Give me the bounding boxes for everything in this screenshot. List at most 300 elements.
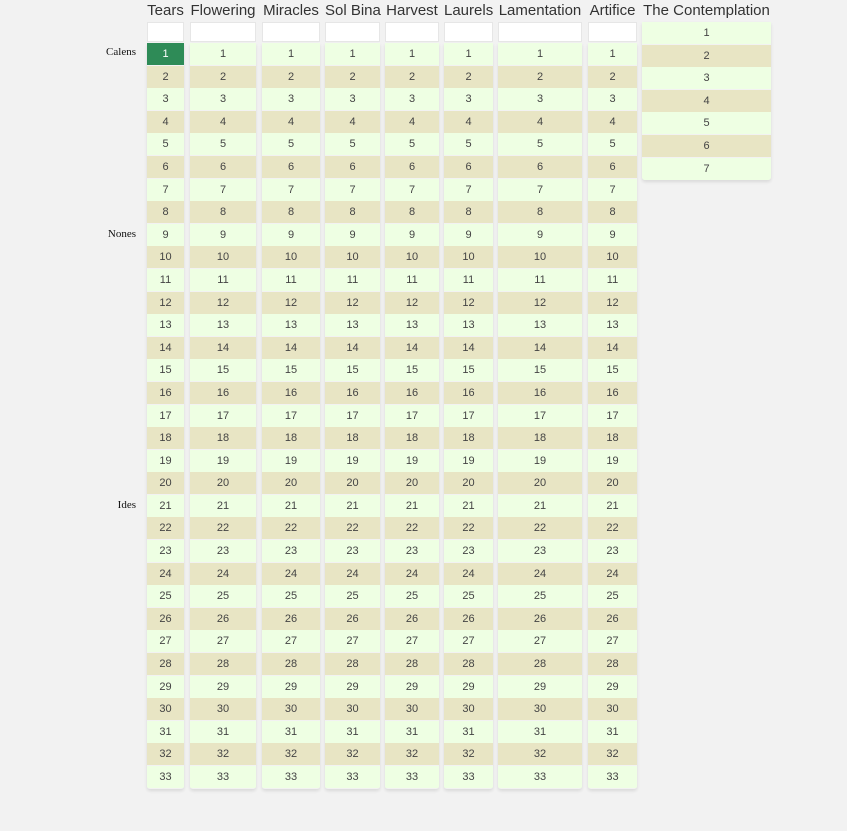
day-cell[interactable]: 12 xyxy=(325,292,380,314)
day-cell[interactable]: 26 xyxy=(147,608,184,630)
day-cell[interactable]: 24 xyxy=(262,563,320,585)
day-cell[interactable]: 4 xyxy=(147,111,184,133)
day-list xyxy=(642,22,771,180)
day-cell[interactable]: 16 xyxy=(385,382,439,404)
day-cell[interactable]: 8 xyxy=(262,201,320,223)
day-cell[interactable]: 4 xyxy=(444,111,493,133)
day-cell[interactable]: 29 xyxy=(498,676,582,698)
day-cell[interactable]: 30 xyxy=(190,698,256,720)
day-cell[interactable]: 18 xyxy=(444,427,493,449)
day-cell[interactable]: 13 xyxy=(147,314,184,336)
day-cell[interactable]: 25 xyxy=(262,585,320,607)
day-cell[interactable]: 4 xyxy=(385,111,439,133)
day-cell[interactable]: 29 xyxy=(444,676,493,698)
month-header: Lamentation xyxy=(498,2,582,19)
day-cell[interactable]: 23 xyxy=(147,540,184,562)
day-cell[interactable]: 18 xyxy=(147,427,184,449)
day-cell[interactable]: 30 xyxy=(444,698,493,720)
day-cell[interactable]: 31 xyxy=(147,721,184,743)
day-cell[interactable]: 16 xyxy=(444,382,493,404)
day-cell[interactable]: 33 xyxy=(147,766,184,788)
day-cell[interactable]: 28 xyxy=(498,653,582,675)
day-cell[interactable]: 29 xyxy=(147,676,184,698)
day-cell[interactable]: 17 xyxy=(498,405,582,427)
day-cell[interactable]: 2 xyxy=(147,66,184,88)
day-cell[interactable]: 17 xyxy=(262,405,320,427)
day-cell[interactable]: 30 xyxy=(147,698,184,720)
day-cell[interactable]: 13 xyxy=(588,314,637,336)
month-header: Artifice xyxy=(589,2,636,19)
day-cell[interactable]: 17 xyxy=(147,405,184,427)
month-column-the-contemplation xyxy=(642,0,771,180)
day-cell[interactable]: 11 xyxy=(262,269,320,291)
day-cell[interactable]: 18 xyxy=(588,427,637,449)
day-cell[interactable]: 6 xyxy=(385,156,439,178)
period-label-nones: Nones xyxy=(107,228,136,240)
day-cell[interactable]: 24 xyxy=(498,563,582,585)
day-cell[interactable]: 11 xyxy=(385,269,439,291)
day-cell[interactable]: 3 xyxy=(444,88,493,110)
day-cell[interactable]: 4 xyxy=(190,111,256,133)
day-cell[interactable]: 13 xyxy=(325,314,380,336)
day-cell[interactable]: 8 xyxy=(588,201,637,223)
day-cell[interactable]: 5 xyxy=(262,133,320,155)
day-cell[interactable]: 10 xyxy=(262,246,320,268)
month-column-harvest xyxy=(385,0,439,789)
day-list xyxy=(325,43,380,789)
day-cell[interactable]: 9 xyxy=(325,224,380,246)
day-cell[interactable]: 16 xyxy=(498,382,582,404)
day-cell[interactable]: 33 xyxy=(190,766,256,788)
day-cell[interactable]: 20 xyxy=(444,472,493,494)
day-cell[interactable]: 7 xyxy=(147,179,184,201)
day-cell[interactable]: 25 xyxy=(325,585,380,607)
day-cell[interactable]: 15 xyxy=(588,359,637,381)
day-cell[interactable]: 14 xyxy=(444,337,493,359)
day-cell[interactable]: 31 xyxy=(498,721,582,743)
day-cell[interactable]: 23 xyxy=(262,540,320,562)
day-cell[interactable]: 27 xyxy=(190,630,256,652)
day-cell[interactable]: 5 xyxy=(588,133,637,155)
day-cell[interactable]: 24 xyxy=(385,563,439,585)
day-cell[interactable]: 13 xyxy=(190,314,256,336)
day-cell[interactable]: 6 xyxy=(588,156,637,178)
day-cell[interactable]: 9 xyxy=(444,224,493,246)
day-cell[interactable]: 10 xyxy=(444,246,493,268)
day-cell[interactable]: 8 xyxy=(147,201,184,223)
day-cell[interactable]: 29 xyxy=(588,676,637,698)
day-cell[interactable]: 14 xyxy=(147,337,184,359)
day-cell[interactable]: 2 xyxy=(190,66,256,88)
day-cell[interactable]: 15 xyxy=(444,359,493,381)
day-cell[interactable]: 2 xyxy=(385,66,439,88)
day-cell[interactable]: 13 xyxy=(385,314,439,336)
day-cell[interactable]: 30 xyxy=(325,698,380,720)
day-cell[interactable]: 2 xyxy=(325,66,380,88)
day-cell[interactable]: 14 xyxy=(325,337,380,359)
day-list xyxy=(385,43,439,789)
day-cell[interactable]: 28 xyxy=(147,653,184,675)
day-cell[interactable]: 3 xyxy=(498,88,582,110)
day-cell[interactable]: 13 xyxy=(262,314,320,336)
day-cell[interactable]: 5 xyxy=(147,133,184,155)
day-cell[interactable]: 21 xyxy=(147,495,184,517)
day-cell[interactable]: 24 xyxy=(325,563,380,585)
day-cell[interactable]: 18 xyxy=(262,427,320,449)
day-cell[interactable]: 6 xyxy=(642,135,771,157)
day-cell[interactable]: 14 xyxy=(385,337,439,359)
day-cell[interactable]: 20 xyxy=(588,472,637,494)
day-cell[interactable]: 21 xyxy=(325,495,380,517)
day-cell[interactable]: 23 xyxy=(444,540,493,562)
day-cell[interactable]: 25 xyxy=(444,585,493,607)
day-cell[interactable]: 4 xyxy=(642,90,771,112)
day-cell[interactable]: 8 xyxy=(190,201,256,223)
day-cell[interactable]: 32 xyxy=(588,743,637,765)
day-cell[interactable]: 29 xyxy=(190,676,256,698)
day-cell[interactable]: 8 xyxy=(385,201,439,223)
day-cell[interactable]: 28 xyxy=(588,653,637,675)
month-header: Harvest xyxy=(386,2,438,19)
day-cell[interactable]: 23 xyxy=(325,540,380,562)
day-cell[interactable]: 16 xyxy=(147,382,184,404)
day-cell[interactable]: 27 xyxy=(498,630,582,652)
day-cell[interactable]: 22 xyxy=(385,517,439,539)
day-cell[interactable]: 11 xyxy=(325,269,380,291)
day-cell[interactable]: 10 xyxy=(190,246,256,268)
day-cell[interactable]: 14 xyxy=(262,337,320,359)
day-cell[interactable]: 1 xyxy=(147,43,184,65)
day-cell[interactable]: 24 xyxy=(444,563,493,585)
day-cell[interactable]: 5 xyxy=(325,133,380,155)
day-cell[interactable]: 4 xyxy=(498,111,582,133)
day-cell[interactable]: 9 xyxy=(498,224,582,246)
month-input[interactable] xyxy=(498,22,582,42)
day-cell[interactable]: 32 xyxy=(498,743,582,765)
day-cell[interactable]: 3 xyxy=(385,88,439,110)
day-cell[interactable]: 25 xyxy=(190,585,256,607)
day-cell[interactable]: 10 xyxy=(385,246,439,268)
day-cell[interactable]: 22 xyxy=(147,517,184,539)
day-cell[interactable]: 11 xyxy=(588,269,637,291)
day-cell[interactable]: 11 xyxy=(498,269,582,291)
day-cell[interactable]: 29 xyxy=(385,676,439,698)
day-cell[interactable]: 32 xyxy=(147,743,184,765)
day-cell[interactable]: 10 xyxy=(588,246,637,268)
day-cell[interactable]: 31 xyxy=(588,721,637,743)
day-cell[interactable]: 19 xyxy=(325,450,380,472)
day-cell[interactable]: 32 xyxy=(262,743,320,765)
month-input[interactable] xyxy=(444,22,493,42)
day-cell[interactable]: 17 xyxy=(190,405,256,427)
day-cell[interactable]: 1 xyxy=(498,43,582,65)
day-cell[interactable]: 20 xyxy=(147,472,184,494)
day-cell[interactable]: 2 xyxy=(588,66,637,88)
day-cell[interactable]: 19 xyxy=(262,450,320,472)
day-cell[interactable]: 17 xyxy=(588,405,637,427)
day-cell[interactable]: 12 xyxy=(588,292,637,314)
day-cell[interactable]: 22 xyxy=(444,517,493,539)
month-header: Sol Bina xyxy=(325,2,381,19)
month-column-lamentation xyxy=(498,0,582,789)
day-cell[interactable]: 15 xyxy=(385,359,439,381)
day-cell[interactable]: 24 xyxy=(588,563,637,585)
day-cell[interactable]: 28 xyxy=(190,653,256,675)
day-cell[interactable]: 7 xyxy=(262,179,320,201)
day-cell[interactable]: 9 xyxy=(147,224,184,246)
period-label-calens: Calens xyxy=(106,46,136,58)
day-cell[interactable]: 6 xyxy=(444,156,493,178)
day-cell[interactable]: 1 xyxy=(588,43,637,65)
day-cell[interactable]: 23 xyxy=(498,540,582,562)
day-cell[interactable]: 3 xyxy=(588,88,637,110)
day-cell[interactable]: 3 xyxy=(190,88,256,110)
day-cell[interactable]: 28 xyxy=(325,653,380,675)
day-cell[interactable]: 12 xyxy=(385,292,439,314)
day-cell[interactable]: 6 xyxy=(262,156,320,178)
day-cell[interactable]: 20 xyxy=(498,472,582,494)
day-cell[interactable]: 9 xyxy=(588,224,637,246)
day-cell[interactable]: 28 xyxy=(444,653,493,675)
day-cell[interactable]: 26 xyxy=(385,608,439,630)
day-cell[interactable]: 33 xyxy=(498,766,582,788)
day-cell[interactable]: 27 xyxy=(147,630,184,652)
day-cell[interactable]: 12 xyxy=(190,292,256,314)
day-cell[interactable]: 30 xyxy=(262,698,320,720)
day-cell[interactable]: 33 xyxy=(262,766,320,788)
day-cell[interactable]: 2 xyxy=(498,66,582,88)
day-cell[interactable]: 19 xyxy=(190,450,256,472)
day-cell[interactable]: 1 xyxy=(325,43,380,65)
day-cell[interactable]: 10 xyxy=(325,246,380,268)
day-cell[interactable]: 6 xyxy=(190,156,256,178)
day-cell[interactable]: 5 xyxy=(498,133,582,155)
day-cell[interactable]: 31 xyxy=(444,721,493,743)
day-cell[interactable]: 12 xyxy=(498,292,582,314)
day-cell[interactable]: 33 xyxy=(325,766,380,788)
day-cell[interactable]: 14 xyxy=(190,337,256,359)
day-list xyxy=(262,43,320,789)
day-cell[interactable]: 27 xyxy=(588,630,637,652)
day-cell[interactable]: 1 xyxy=(190,43,256,65)
day-cell[interactable]: 31 xyxy=(385,721,439,743)
day-cell[interactable]: 25 xyxy=(498,585,582,607)
day-cell[interactable]: 31 xyxy=(190,721,256,743)
day-cell[interactable]: 26 xyxy=(588,608,637,630)
day-cell[interactable]: 32 xyxy=(444,743,493,765)
day-cell[interactable]: 20 xyxy=(325,472,380,494)
day-cell[interactable]: 26 xyxy=(190,608,256,630)
day-cell[interactable]: 18 xyxy=(498,427,582,449)
day-cell[interactable]: 14 xyxy=(588,337,637,359)
day-cell[interactable]: 26 xyxy=(262,608,320,630)
day-cell[interactable]: 26 xyxy=(498,608,582,630)
month-input[interactable] xyxy=(385,22,439,42)
day-cell[interactable]: 5 xyxy=(444,133,493,155)
day-cell[interactable]: 22 xyxy=(498,517,582,539)
day-cell[interactable]: 7 xyxy=(642,158,771,180)
day-cell[interactable]: 15 xyxy=(190,359,256,381)
day-cell[interactable]: 7 xyxy=(444,179,493,201)
day-cell[interactable]: 32 xyxy=(325,743,380,765)
day-cell[interactable]: 5 xyxy=(190,133,256,155)
day-cell[interactable]: 7 xyxy=(498,179,582,201)
day-cell[interactable]: 9 xyxy=(385,224,439,246)
day-cell[interactable]: 23 xyxy=(190,540,256,562)
day-cell[interactable]: 16 xyxy=(190,382,256,404)
day-cell[interactable]: 7 xyxy=(325,179,380,201)
day-cell[interactable]: 30 xyxy=(498,698,582,720)
day-cell[interactable]: 18 xyxy=(385,427,439,449)
day-cell[interactable]: 15 xyxy=(325,359,380,381)
day-cell[interactable]: 19 xyxy=(147,450,184,472)
day-cell[interactable]: 7 xyxy=(190,179,256,201)
day-cell[interactable]: 21 xyxy=(444,495,493,517)
day-cell[interactable]: 26 xyxy=(444,608,493,630)
month-input[interactable] xyxy=(147,22,184,42)
day-cell[interactable]: 10 xyxy=(147,246,184,268)
month-input[interactable] xyxy=(588,22,637,42)
day-cell[interactable]: 4 xyxy=(588,111,637,133)
day-cell[interactable]: 12 xyxy=(147,292,184,314)
day-cell[interactable]: 19 xyxy=(444,450,493,472)
day-cell[interactable]: 5 xyxy=(642,112,771,134)
day-cell[interactable]: 32 xyxy=(190,743,256,765)
day-cell[interactable]: 23 xyxy=(385,540,439,562)
day-cell[interactable]: 27 xyxy=(325,630,380,652)
day-cell[interactable]: 19 xyxy=(498,450,582,472)
day-cell[interactable]: 25 xyxy=(385,585,439,607)
day-cell[interactable]: 21 xyxy=(498,495,582,517)
day-cell[interactable]: 27 xyxy=(262,630,320,652)
day-cell[interactable]: 22 xyxy=(262,517,320,539)
day-cell[interactable]: 27 xyxy=(385,630,439,652)
day-cell[interactable]: 15 xyxy=(147,359,184,381)
month-column-sol-bina xyxy=(325,0,380,789)
day-cell[interactable]: 13 xyxy=(444,314,493,336)
day-cell[interactable]: 22 xyxy=(325,517,380,539)
day-cell[interactable]: 33 xyxy=(385,766,439,788)
day-cell[interactable]: 13 xyxy=(498,314,582,336)
day-cell[interactable]: 1 xyxy=(642,22,771,44)
day-cell[interactable]: 12 xyxy=(262,292,320,314)
day-cell[interactable]: 32 xyxy=(385,743,439,765)
month-input[interactable] xyxy=(325,22,380,42)
day-cell[interactable]: 6 xyxy=(325,156,380,178)
day-cell[interactable]: 9 xyxy=(262,224,320,246)
day-cell[interactable]: 14 xyxy=(498,337,582,359)
day-cell[interactable]: 20 xyxy=(190,472,256,494)
day-cell[interactable]: 22 xyxy=(588,517,637,539)
day-cell[interactable]: 6 xyxy=(498,156,582,178)
day-cell[interactable]: 23 xyxy=(588,540,637,562)
day-cell[interactable]: 11 xyxy=(190,269,256,291)
day-cell[interactable]: 7 xyxy=(588,179,637,201)
day-cell[interactable]: 27 xyxy=(444,630,493,652)
day-cell[interactable]: 3 xyxy=(147,88,184,110)
month-column-flowering xyxy=(190,0,256,789)
day-cell[interactable]: 10 xyxy=(498,246,582,268)
day-cell[interactable]: 3 xyxy=(642,67,771,89)
day-cell[interactable]: 25 xyxy=(588,585,637,607)
day-cell[interactable]: 21 xyxy=(262,495,320,517)
day-cell[interactable]: 12 xyxy=(444,292,493,314)
day-cell[interactable]: 21 xyxy=(190,495,256,517)
day-cell[interactable]: 4 xyxy=(262,111,320,133)
day-cell[interactable]: 9 xyxy=(190,224,256,246)
day-cell[interactable]: 20 xyxy=(385,472,439,494)
day-cell[interactable]: 30 xyxy=(588,698,637,720)
day-cell[interactable]: 2 xyxy=(444,66,493,88)
day-cell[interactable]: 3 xyxy=(262,88,320,110)
day-cell[interactable]: 33 xyxy=(444,766,493,788)
day-cell[interactable]: 29 xyxy=(325,676,380,698)
day-cell[interactable]: 19 xyxy=(385,450,439,472)
day-cell[interactable]: 4 xyxy=(325,111,380,133)
month-input[interactable] xyxy=(262,22,320,42)
day-cell[interactable]: 7 xyxy=(385,179,439,201)
day-cell[interactable]: 11 xyxy=(444,269,493,291)
period-label-ides: Ides xyxy=(117,499,136,511)
day-cell[interactable]: 21 xyxy=(588,495,637,517)
day-cell[interactable]: 17 xyxy=(444,405,493,427)
day-cell[interactable]: 6 xyxy=(147,156,184,178)
day-cell[interactable]: 2 xyxy=(642,45,771,67)
month-column-miracles xyxy=(262,0,320,789)
day-cell[interactable]: 24 xyxy=(190,563,256,585)
day-cell[interactable]: 17 xyxy=(325,405,380,427)
day-cell[interactable]: 15 xyxy=(262,359,320,381)
day-cell[interactable]: 30 xyxy=(385,698,439,720)
day-cell[interactable]: 2 xyxy=(262,66,320,88)
day-cell[interactable]: 24 xyxy=(147,563,184,585)
day-cell[interactable]: 1 xyxy=(385,43,439,65)
day-cell[interactable]: 16 xyxy=(262,382,320,404)
day-cell[interactable]: 8 xyxy=(325,201,380,223)
day-cell[interactable]: 18 xyxy=(325,427,380,449)
day-cell[interactable]: 15 xyxy=(498,359,582,381)
day-cell[interactable]: 31 xyxy=(262,721,320,743)
day-cell[interactable]: 28 xyxy=(385,653,439,675)
day-cell[interactable]: 1 xyxy=(444,43,493,65)
day-cell[interactable]: 3 xyxy=(325,88,380,110)
day-cell[interactable]: 29 xyxy=(262,676,320,698)
month-header: Laurels xyxy=(444,2,494,19)
day-cell[interactable]: 16 xyxy=(325,382,380,404)
day-cell[interactable]: 19 xyxy=(588,450,637,472)
month-header: Flowering xyxy=(190,2,256,19)
day-cell[interactable]: 16 xyxy=(588,382,637,404)
day-list xyxy=(190,43,256,789)
day-cell[interactable]: 28 xyxy=(262,653,320,675)
month-input[interactable] xyxy=(190,22,256,42)
month-header: Tears xyxy=(147,2,184,19)
day-cell[interactable]: 21 xyxy=(385,495,439,517)
day-cell[interactable]: 8 xyxy=(498,201,582,223)
day-cell[interactable]: 5 xyxy=(385,133,439,155)
day-cell[interactable]: 26 xyxy=(325,608,380,630)
day-cell[interactable]: 31 xyxy=(325,721,380,743)
day-cell[interactable]: 25 xyxy=(147,585,184,607)
day-cell[interactable]: 18 xyxy=(190,427,256,449)
day-cell[interactable]: 17 xyxy=(385,405,439,427)
day-cell[interactable]: 8 xyxy=(444,201,493,223)
day-cell[interactable]: 20 xyxy=(262,472,320,494)
day-cell[interactable]: 11 xyxy=(147,269,184,291)
day-cell[interactable]: 22 xyxy=(190,517,256,539)
day-cell[interactable]: 1 xyxy=(262,43,320,65)
day-cell[interactable]: 33 xyxy=(588,766,637,788)
